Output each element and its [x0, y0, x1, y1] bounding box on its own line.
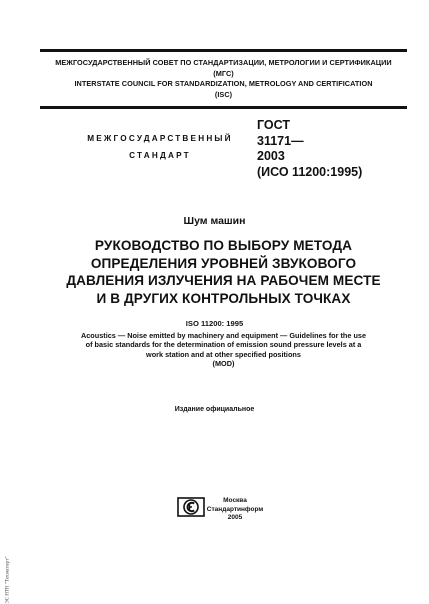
standard-kind-line2: СТАНДАРТ — [129, 151, 191, 160]
standard-code-line4: (ИСО 11200:1995) — [257, 164, 363, 179]
standard-kind-line1: МЕЖГОСУДАРСТВЕННЫЙ — [87, 134, 233, 143]
document-subject: Шум машин — [183, 215, 246, 227]
side-stamp-text: ЭС НТН "Техэксперт" — [5, 556, 11, 604]
council-name-en: INTERSTATE COUNCIL FOR STANDARDIZATION, METROLOGY AND CERTIFICATION — [74, 79, 373, 88]
document-title-line3: ДАВЛЕНИЯ ИЗЛУЧЕНИЯ НА РАБОЧЕМ МЕСТЕ — [66, 273, 381, 288]
side-stamp — [4, 556, 12, 604]
standard-code — [257, 118, 362, 180]
publisher-year: 2005 — [227, 514, 243, 521]
iso-reference: ISO 11200: 1995 — [185, 319, 244, 328]
standard-code-line1: ГОСТ — [257, 118, 290, 132]
council-name-ru: МЕЖГОСУДАРСТВЕННЫЙ СОВЕТ ПО СТАНДАРТИЗАЦИИ, МЕТРОЛОГИИ И СЕРТИФИКАЦИИ — [55, 58, 392, 67]
english-title-line4: (MOD) — [212, 358, 235, 368]
english-title-line2: of basic standards for the determination of emission sound pressure levels at a — [85, 340, 362, 350]
header-bottom-rule — [40, 106, 407, 109]
council-abbr-en: (ISC) — [214, 89, 233, 99]
publisher-city: Москва — [223, 497, 247, 504]
standard-kind — [80, 130, 240, 164]
document-title-line2: ОПРЕДЕЛЕНИЯ УРОВНЕЙ ЗВУКОВОГО — [90, 255, 357, 271]
document-title-line4: И В ДРУГИХ КОНТРОЛЬНЫХ ТОЧКАХ — [96, 290, 351, 306]
document-title — [40, 237, 407, 307]
official-edition-label: Издание официальное — [174, 406, 255, 413]
standard-code-line2: 31171— — [257, 133, 304, 148]
publisher-info — [205, 497, 265, 523]
standard-code-line3: 2003 — [257, 149, 285, 163]
council-header — [40, 58, 407, 100]
header-top-rule — [40, 49, 407, 52]
english-title — [40, 331, 407, 368]
council-abbr-ru: (МГС) — [213, 68, 234, 78]
standartinform-logo-icon — [177, 497, 205, 517]
english-title-line1: Acoustics — Noise emitted by machinery and equipment — Guidelines for the use — [80, 331, 367, 340]
document-title-line1: РУКОВОДСТВО ПО ВЫБОРУ МЕТОДА — [94, 238, 353, 253]
publisher-name: Стандартинформ — [206, 505, 264, 513]
english-title-line3: work station and at other specified positions — [146, 349, 301, 359]
